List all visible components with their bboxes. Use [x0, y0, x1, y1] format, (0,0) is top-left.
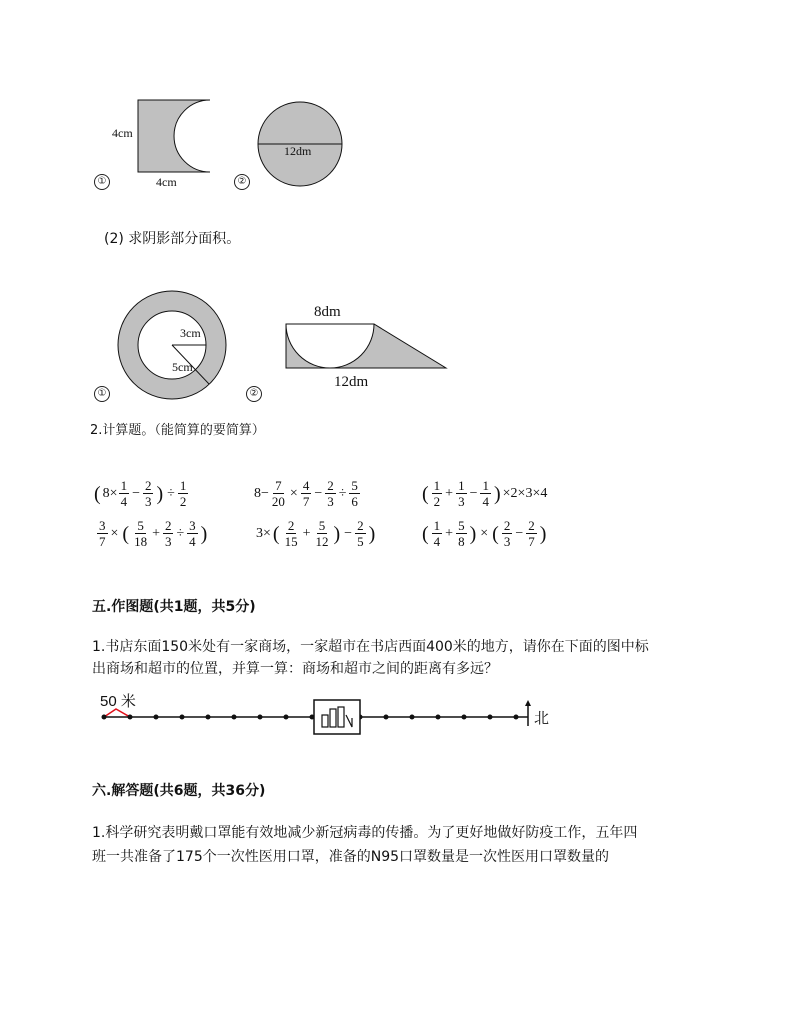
trapezoid-figure	[244, 300, 454, 400]
figure-number-1b: ①	[94, 386, 110, 402]
section6-problem-line2: 班一共准备了175个一次性医用口罩，准备的N95口罩数量是一次性医用口罩数量的	[92, 849, 610, 865]
expr-6: ( $\frac{1}{4}$ + $\frac{5}{8}$ ) × ( $\frac{2}{3}$ − $\frac{2}{7}$ )	[422, 518, 547, 549]
square-figure	[92, 98, 222, 190]
section5-heading: 五.作图题(共1题，共5分)	[92, 599, 256, 615]
expr-2: 8− $\frac{7}{20}$ × $\frac{4}{7}$ − $\frac{2}{3}$ ÷ $\frac{5}{6}$	[254, 478, 358, 509]
section5-problem-line2: 出商场和超市的位置，并算一算：商场和超市之间的距离有多远？	[92, 661, 498, 677]
expr-3: ( $\frac{1}{2}$ + $\frac{1}{3}$ − $\frac{1}{4}$ ) ×2×3×4	[422, 478, 548, 509]
calc-title: 2.计算题。（能简算的要简算）	[90, 423, 265, 438]
scale-label: 50 米	[100, 693, 136, 710]
square-bottom-label: 4cm	[156, 175, 177, 189]
section6-heading: 六.解答题(共6题，共36分)	[92, 783, 266, 799]
ring-figure	[92, 286, 232, 404]
expr-5: 3× ( $\frac{2}{15}$ + $\frac{5}{12}$ ) − $\frac{2}{5}$ )	[256, 518, 376, 549]
square-side-label: 4cm	[112, 126, 133, 140]
ring-inner-radius-label: 3cm	[180, 326, 201, 340]
trapezoid-bottom-label: 12dm	[334, 374, 369, 390]
ring-outer-radius-label: 5cm	[172, 360, 193, 374]
section5-problem-line1: 1.书店东面150米处有一家商场，一家超市在书店西面400米的地方，请你在下面的图中标	[92, 639, 649, 655]
figure-number-1: ①	[94, 174, 110, 190]
question-shaded-area: (2) 求阴影部分面积。	[104, 231, 241, 247]
circle-diameter-label: 12dm	[284, 144, 312, 158]
figure-number-2: ②	[234, 174, 250, 190]
number-line-diagram	[96, 690, 566, 740]
ring-diagram	[92, 286, 232, 404]
trapezoid-top-label: 8dm	[314, 304, 341, 320]
expr-4: $\frac{3}{7}$ × ( $\frac{5}{18}$ + $\frac{2}{3}$ ÷ $\frac{3}{4}$ )	[99, 518, 208, 549]
expr-1: ( 8× $\frac{1}{4}$ − $\frac{2}{3}$ ) ÷ $\frac{1}{2}$	[94, 478, 187, 509]
section6-problem-line1: 1.科学研究表明戴口罩能有效地减少新冠病毒的传播。为了更好地做好防疫工作，五年四	[92, 825, 638, 841]
north-label: 北	[534, 709, 550, 727]
number-line-svg	[96, 690, 566, 740]
figure-number-2b: ②	[246, 386, 262, 402]
circle-figure	[234, 98, 346, 190]
